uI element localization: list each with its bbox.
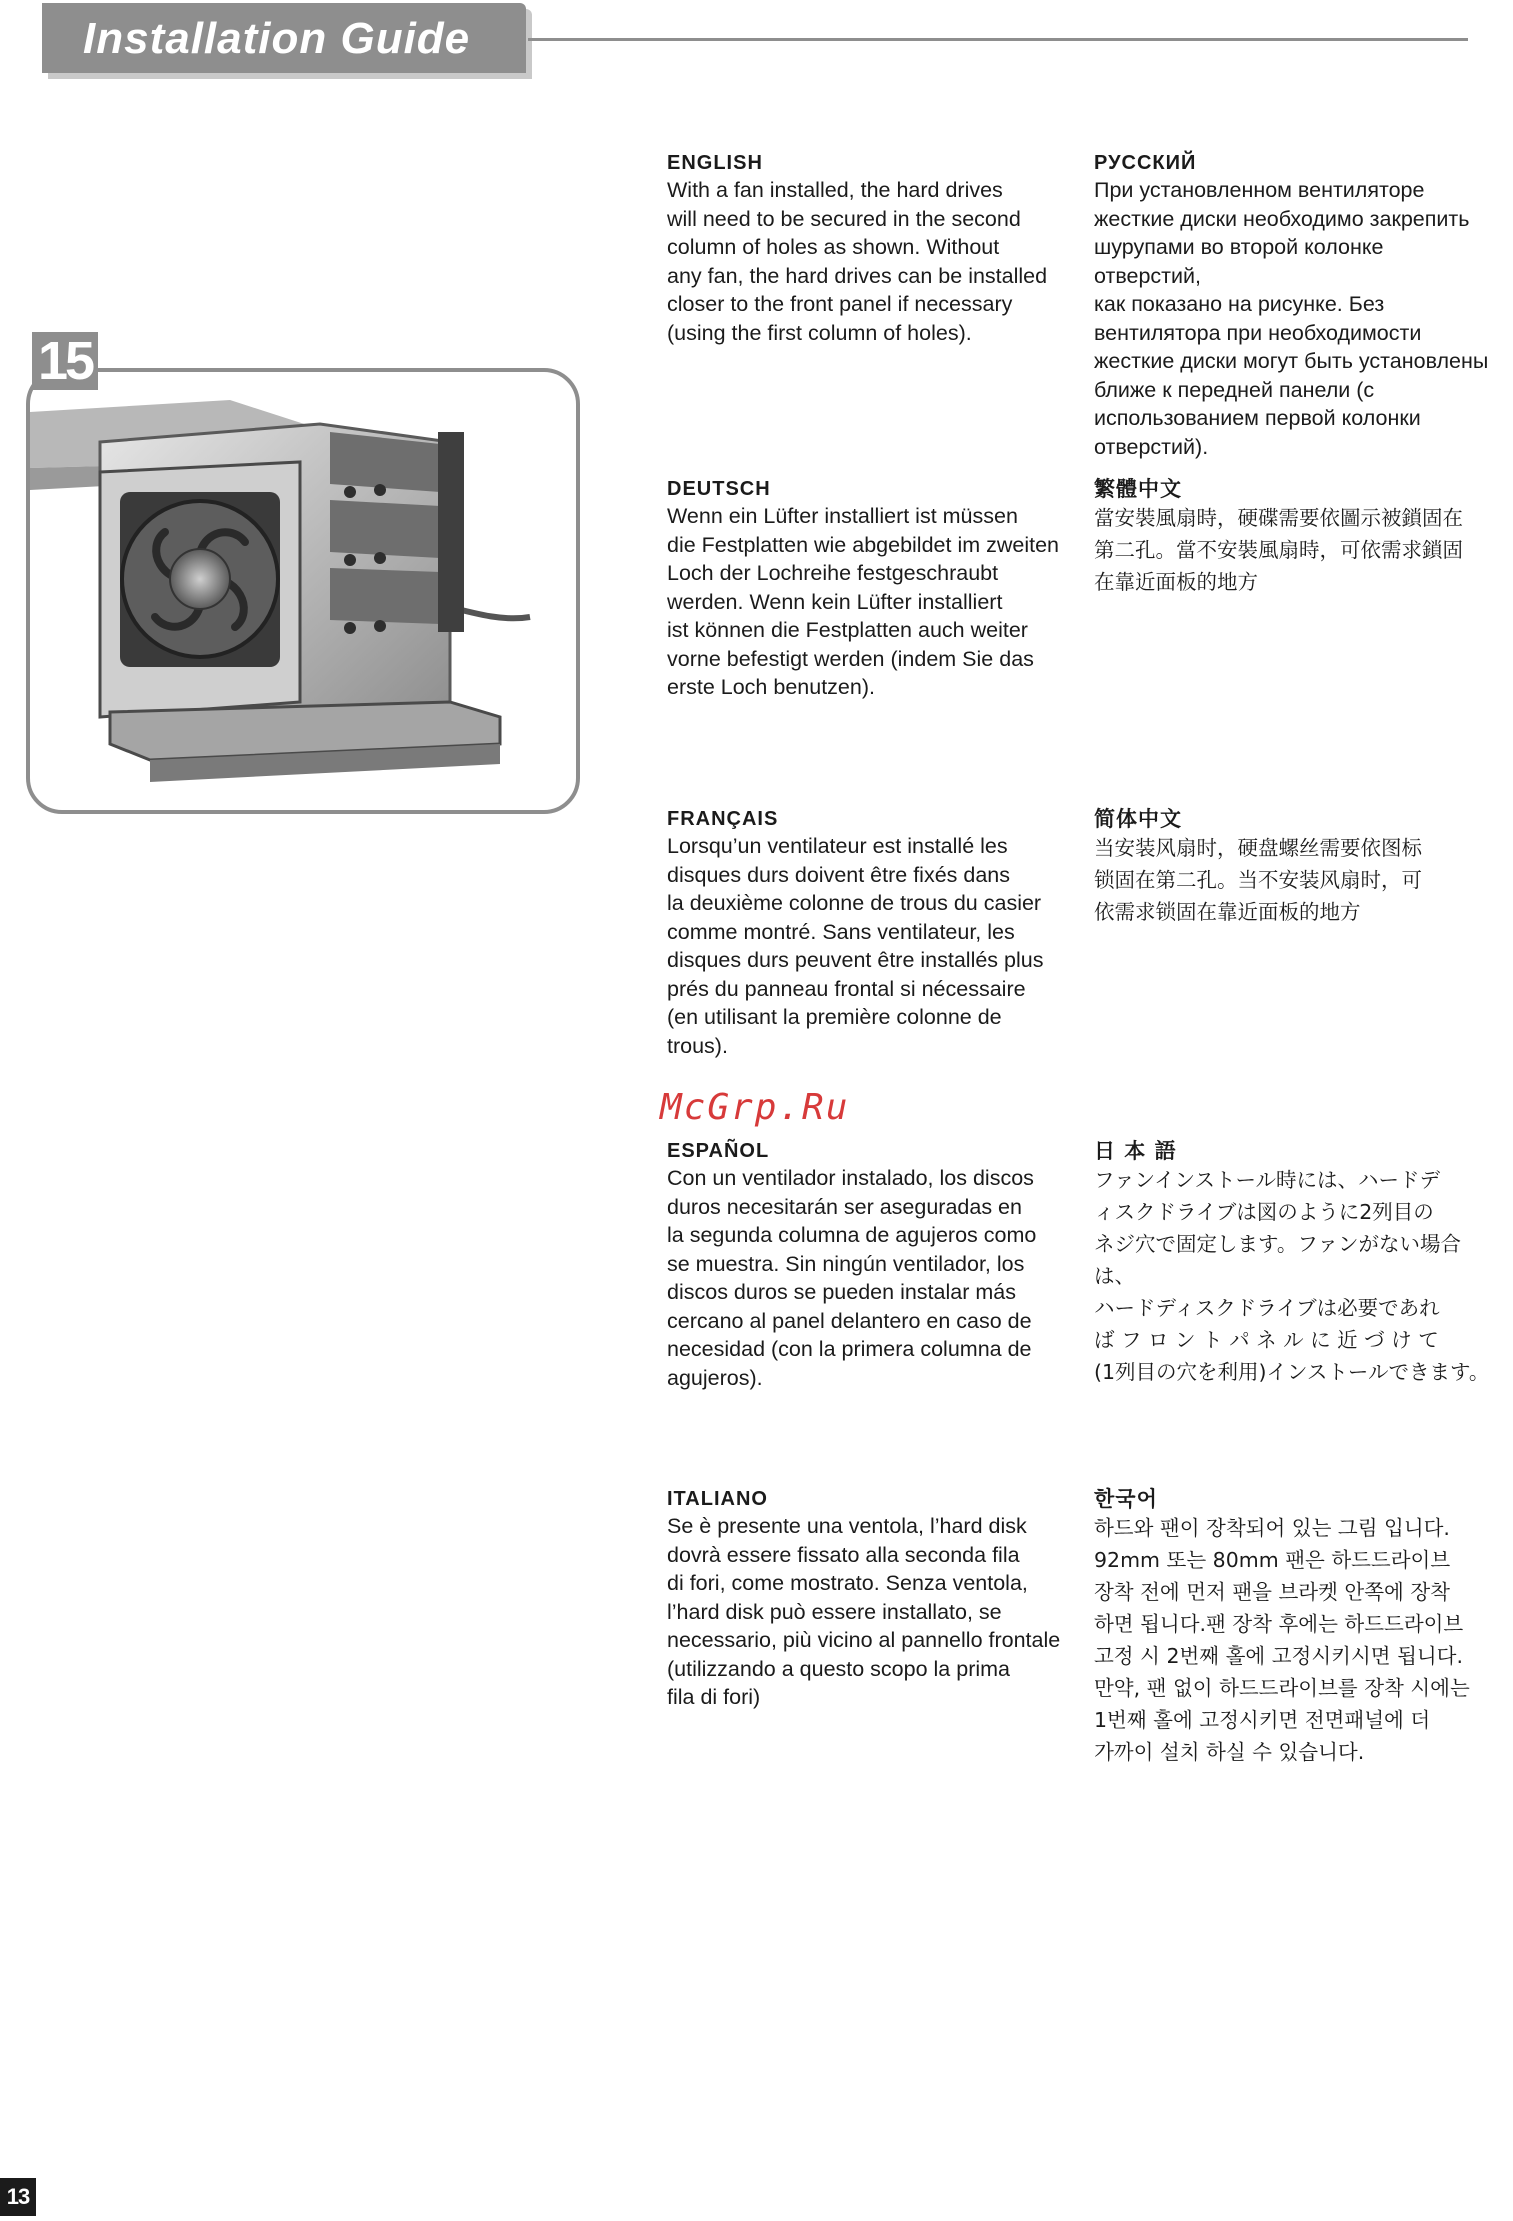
section-russian xyxy=(1094,150,1494,461)
section-title: FRANÇAIS xyxy=(667,808,779,830)
section-title: DEUTSCH xyxy=(667,478,771,500)
section-body: При установленном вентиляторе жесткие диски необходимо закрепить шурупами во второй колонке отверстий, как показано на рисунке. Без вентилятора при необходимости жесткие диски могут быть установлены ближе к передней панели (с использованием первой колонки отверстий). xyxy=(1094,178,1489,459)
section-body: Lorsqu’un ventilateur est installé les disques durs doivent être fixés dans la deuxième colonne de trous du casier comme montré. Sans ventilateur, les disques durs peuvent être installés plus prés du panneau frontal si nécessaire (en utilisant la première colonne de trous). xyxy=(667,834,1044,1058)
section-title: 繁體中文 xyxy=(1094,477,1182,501)
page-number: 13 xyxy=(0,2178,36,2216)
section-espanol xyxy=(667,1138,1067,1392)
section-title: 简体中文 xyxy=(1094,807,1182,831)
section-japanese xyxy=(1094,1138,1494,1388)
section-title: 한국어 xyxy=(1094,1487,1158,1511)
section-simplified-chinese xyxy=(1094,806,1494,928)
section-title: ESPAÑOL xyxy=(667,1140,770,1162)
section-italiano xyxy=(667,1486,1067,1712)
section-francais xyxy=(667,806,1067,1060)
section-body: Wenn ein Lüfter installiert ist müssen die Festplatten wie abgebildet im zweiten Loch der Lochreihe festgeschraubt werden. Wenn kein Lüfter installiert ist können die Festplatten auch weiter vorne befestigt werden (indem Sie das erste Loch benutzen). xyxy=(667,504,1059,699)
section-body: 하드와 팬이 장착되어 있는 그림 입니다. 92mm 또는 80mm 팬은 하드드라이브 장착 전에 먼저 팬을 브라켓 안쪽에 장착 하면 됩니다.팬 장착 후에는 하드드라이브 고정 시 2번째 홀에 고정시키시면 됩니다. 만약, 팬 없이 하드드라이브를 장착 시에는 1번째 홀에 고정시키면 전면패널에 더 가까이 설치 하실 수 있습니다. xyxy=(1094,1516,1470,1764)
section-body: 当安装风扇时，硬盘螺丝需要依图标 锁固在第二孔。当不安装风扇时，可 依需求锁固在靠近面板的地方 xyxy=(1094,836,1422,924)
page-title: Installation Guide xyxy=(83,14,471,63)
section-body: Se è presente una ventola, l’hard disk dovrà essere fissato alla seconda fila di fori, come mostrato. Senza ventola, l’hard disk può essere installato, se necessario, più vicino al pannello frontale (utilizzando a questo scopo la prima fila di fori) xyxy=(667,1514,1061,1709)
section-body: Con un ventilador instalado, los discos duros necesitarán ser aseguradas en la segunda columna de agujeros como se muestra. Sin ningún ventilador, los discos duros se pueden instalar más cercano al panel delantero en caso de necesidad (con la primera columna de agujeros). xyxy=(667,1166,1037,1390)
header-rule xyxy=(528,38,1468,41)
section-title: ITALIANO xyxy=(667,1488,768,1510)
section-title: ENGLISH xyxy=(667,152,763,174)
section-body: 當安裝風扇時，硬碟需要依圖示被鎖固在 第二孔。當不安裝風扇時，可依需求鎖固 在靠近面板的地方 xyxy=(1094,506,1463,594)
section-body: With a fan installed, the hard drives will need to be secured in the second column of holes as shown. Without any fan, the hard drives can be installed closer to the front panel if necessary (using the first column of holes). xyxy=(667,178,1048,345)
section-title: 日 本 語 xyxy=(1094,1139,1177,1163)
installation-photo xyxy=(26,368,580,814)
watermark: McGrp.Ru xyxy=(660,1087,850,1128)
step-number: 15 xyxy=(32,332,98,390)
section-body: ファンインストール時には、ハードデ ィスクドライブは図のように2列目の ネジ穴で固定します。ファンがない場合は、 ハードディスクドライブは必要であれ ば フ ロ ン ト パ ネ ル に 近 づ け て (1列目の穴を利用)インストールできます。 xyxy=(1094,1168,1490,1384)
section-deutsch xyxy=(667,476,1067,702)
section-title: РУССКИЙ xyxy=(1094,152,1197,174)
section-korean xyxy=(1094,1486,1494,1768)
hard-drive-cage-with-fan-icon xyxy=(30,372,576,810)
section-traditional-chinese xyxy=(1094,476,1494,598)
section-english xyxy=(667,150,1067,347)
